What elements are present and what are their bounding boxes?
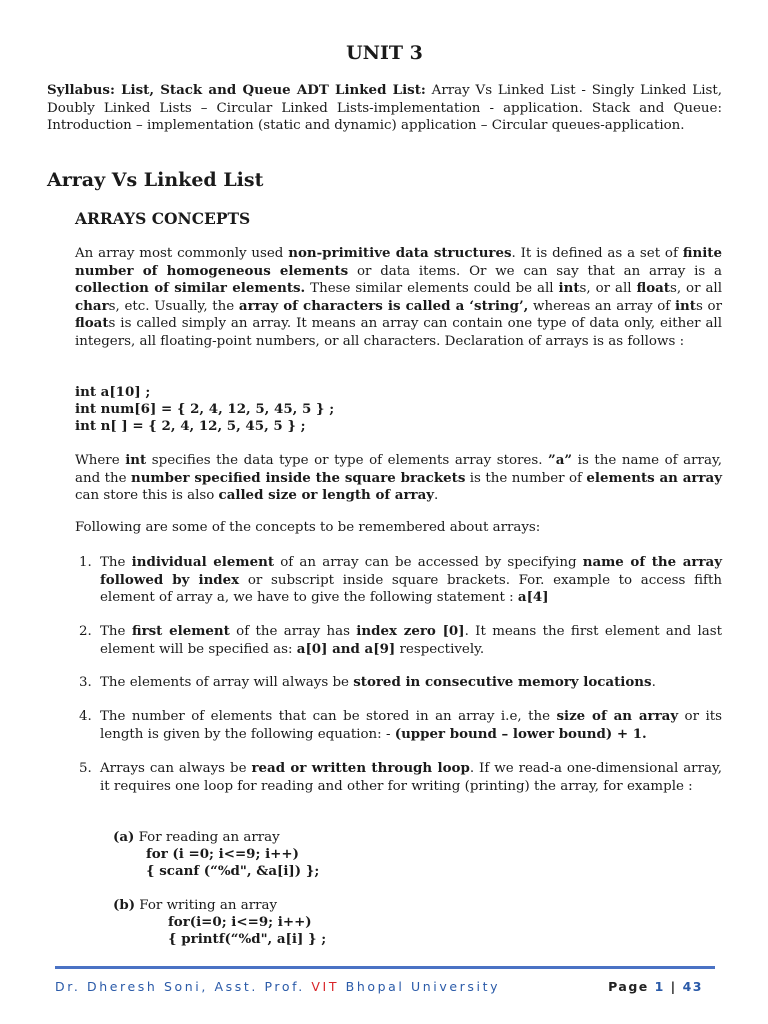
bold-text: stored in consecutive memory locations <box>353 674 652 690</box>
author-text: Dr. Dheresh Soni, Asst. Prof. <box>55 979 312 994</box>
list-number: 2. <box>79 624 92 639</box>
text: The elements of array will always be <box>100 675 354 690</box>
text: . It means the first element and last element will be specified as: <box>100 624 722 657</box>
sub-label: (b) <box>113 897 136 913</box>
bold-text: int <box>558 280 580 296</box>
text: respectively. <box>395 641 485 657</box>
footer-divider <box>55 966 715 969</box>
text: These similar elements could be all <box>305 281 559 296</box>
text: of the array has <box>229 624 357 639</box>
code-line: int n[ ] = { 2, 4, 12, 5, 45, 5 } ; <box>75 418 306 434</box>
bold-text: array of characters is called a ‘string’, <box>238 297 529 314</box>
list-item <box>75 674 722 692</box>
code-line: int num[6] = { 2, 4, 12, 5, 45, 5 } ; <box>75 401 335 417</box>
sub-label: (a) <box>113 829 135 845</box>
list-number: 4. <box>79 709 92 724</box>
bold-text: first element <box>131 623 230 639</box>
code-line: for(i=0; i<=9; i++) <box>168 914 312 930</box>
page-label: Page <box>608 979 655 994</box>
code-line: int a[10] ; <box>75 384 151 400</box>
text: An array most commonly used <box>75 246 289 261</box>
definition-paragraph <box>75 452 722 505</box>
bold-text: name of the array followed by index <box>100 554 722 588</box>
syllabus-text: Array Vs Linked List - Singly Linked List, Doubly Linked Lists – Circular Linked Lists-implementation - application. Stack and Queue: Introduction – implementation (static and dynamic) application – Circular queues-application. <box>47 83 722 133</box>
bold-text: a[0] and a[9] <box>296 640 396 657</box>
text: is the number of <box>465 470 587 486</box>
bold-text: elements an array <box>586 469 722 486</box>
section-heading: Array Vs Linked List <box>47 169 264 191</box>
list-item <box>75 708 722 743</box>
code-line: { scanf (“%d", &a[i]) }; <box>146 863 320 879</box>
code-line: { printf(“%d", a[i] } ; <box>168 931 327 947</box>
bold-text: float <box>75 315 109 331</box>
text: of an array can be accessed by specifying <box>274 555 583 570</box>
text: Where <box>75 453 126 468</box>
subsection-heading: ARRAYS CONCEPTS <box>75 209 251 228</box>
writing-example <box>113 897 326 948</box>
intro-paragraph <box>75 245 722 350</box>
bold-text: ”a” <box>548 452 573 468</box>
bold-text: number specified inside the square brackets <box>130 469 466 486</box>
text: The number of elements that can be stored in an array i.e, the <box>100 709 557 724</box>
bold-text: size of an array <box>556 708 679 724</box>
bold-text: read or written through loop <box>251 760 470 776</box>
text: whereas an array of <box>528 298 675 314</box>
unit-title: UNIT 3 <box>346 42 423 64</box>
text: The <box>100 624 132 639</box>
page-separator: | <box>664 979 683 994</box>
text: . It is defined as a set of <box>511 246 683 261</box>
list-item <box>75 760 722 795</box>
text: is the name of array, and the <box>75 453 722 486</box>
page-total: 43 <box>682 979 703 994</box>
bold-text: int <box>674 297 696 314</box>
code-line: for (i =0; i<=9; i++) <box>146 846 299 862</box>
declaration-code <box>75 384 334 435</box>
text: Arrays can always be <box>100 761 252 776</box>
bold-text: char <box>75 297 109 314</box>
text: or data items. Or we can say that an array is a <box>348 263 722 279</box>
bold-text: a[4] <box>517 589 549 605</box>
text: s is called simply an array. It means an array can contain one type of data only, either all integers, all floating-point numbers, or all characters. Declaration of arrays is as follows : <box>75 316 722 349</box>
bold-text: non-primitive data structures <box>288 245 512 261</box>
text: s, or all <box>579 281 637 296</box>
text: s, or all <box>670 281 722 296</box>
text: . <box>651 675 656 690</box>
text: . <box>434 488 439 503</box>
syllabus-paragraph <box>47 82 722 135</box>
text: s, etc. Usually, the <box>108 298 239 314</box>
bold-text: called size or length of array <box>218 487 435 503</box>
list-item <box>75 623 722 658</box>
text: . If we read-a one-dimensional array, it requires one loop for reading and other for writing (printing) the array, for example : <box>100 761 723 794</box>
list-number: 3. <box>79 675 92 690</box>
footer-author <box>55 979 500 994</box>
text: s or <box>695 298 722 314</box>
org-blue-text: Bhopal University <box>339 979 501 994</box>
page-number <box>608 979 703 994</box>
sub-text: For writing an array <box>135 898 278 913</box>
sub-text: For reading an array <box>134 830 280 845</box>
page-current: 1 <box>654 979 665 994</box>
bold-text: index zero [0] <box>356 623 465 639</box>
list-number: 1. <box>79 555 92 570</box>
bold-text: collection of similar elements. <box>75 280 306 296</box>
list-number: 5. <box>79 761 92 776</box>
text: specifies the data type or type of elements array stores. <box>146 453 549 468</box>
syllabus-label: Syllabus: List, Stack and Queue ADT Linked List: <box>47 82 426 98</box>
list-item <box>75 554 722 607</box>
bold-text: int <box>125 452 147 468</box>
concepts-intro: Following are some of the concepts to be remembered about arrays: <box>75 520 541 535</box>
text: can store this is also <box>75 488 219 503</box>
bold-text: float <box>636 280 670 296</box>
bold-text: (upper bound – lower bound) + 1. <box>394 725 647 742</box>
org-red-text: VIT <box>311 979 340 994</box>
text: or its length is given by the following equation: - <box>100 709 722 742</box>
bold-text: finite number of homogeneous elements <box>75 245 722 279</box>
text: or subscript inside square brackets. For. example to access fifth element of array a, we have to give the following statement : <box>100 572 722 605</box>
bold-text: individual element <box>131 554 275 570</box>
reading-example <box>113 829 319 880</box>
text: The <box>100 555 132 570</box>
